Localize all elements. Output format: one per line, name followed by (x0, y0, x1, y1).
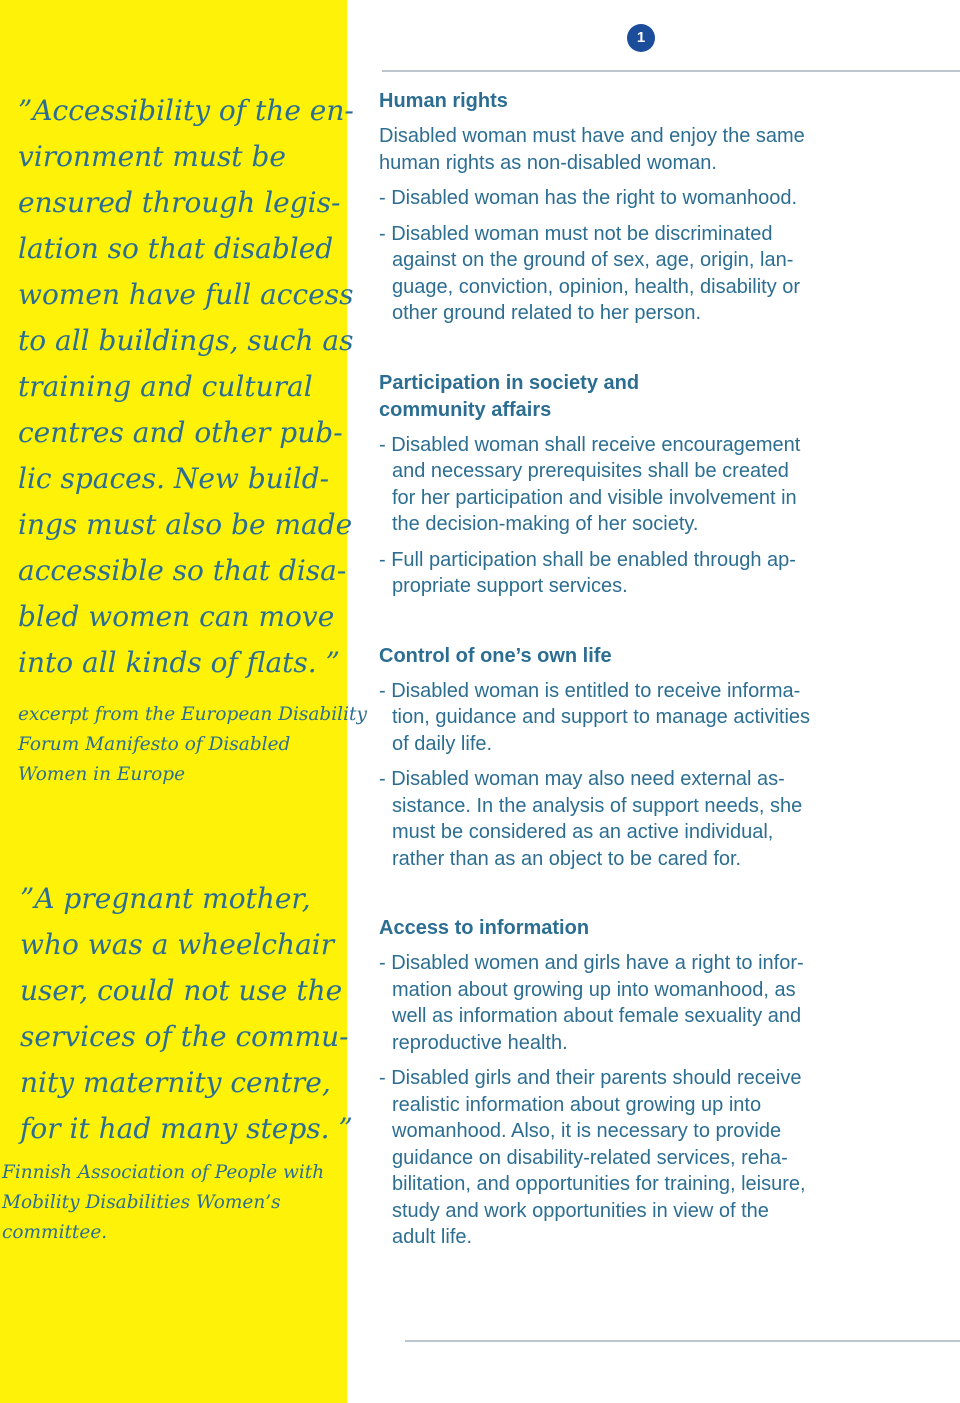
page-number-badge: 1 (627, 24, 655, 52)
pull-quote-pregnant-mother (20, 876, 353, 1152)
quote-line: services of the commu- (20, 1020, 349, 1053)
quote-line: nity maternity centre, (20, 1066, 331, 1099)
bullet-line: of daily life. (392, 732, 493, 755)
bullet-item (379, 221, 939, 327)
section (379, 88, 939, 327)
quote-line: lic spaces. New build- (18, 462, 330, 495)
source-line: Women in Europe (18, 764, 186, 785)
section-heading (379, 88, 939, 115)
section-spacer (379, 336, 939, 370)
quote-line: centres and other pub- (18, 416, 343, 449)
bullet-line: the decision-making of her society. (392, 513, 699, 535)
bullet-line: and necessary prerequisites shall be created (392, 460, 789, 482)
heading-line: Participation in society and (379, 371, 640, 394)
bullet-line: adult life. (392, 1226, 473, 1248)
main-content (379, 88, 939, 1260)
section-heading (379, 643, 939, 670)
quote-line: training and cultural (18, 370, 313, 403)
bullet-line: - Disabled woman may also need external as- (379, 768, 785, 790)
quote-line: to all buildings, such as (18, 324, 354, 357)
source-line: Forum Manifesto of Disabled (18, 734, 291, 755)
bullet-line: - Disabled women and girls have a right to infor- (379, 952, 804, 974)
bullet-line: tion, guidance and support to manage activities (392, 706, 811, 728)
bullet-line: well as information about female sexuality and (392, 1005, 802, 1027)
bullet-item (379, 185, 939, 212)
quote-line: ings must also be made (18, 508, 353, 541)
quote-line: bled women can move (18, 600, 335, 633)
bullet-line: guidance on disability-related services, reha- (392, 1146, 788, 1169)
bullet-line: other ground related to her person. (392, 302, 702, 324)
source-line: Mobility Disabilities Women’s (2, 1192, 281, 1213)
section-spacer (379, 609, 939, 643)
source-line: committee. (2, 1222, 108, 1243)
quote-source-finnish-association (2, 1158, 342, 1248)
intro-line: Disabled woman must have and enjoy the same (379, 125, 805, 147)
bullet-line: against on the ground of sex, age, origin, lan- (392, 249, 794, 271)
bullet-item (379, 678, 939, 758)
bullet-line: - Disabled woman must not be discriminated (379, 222, 773, 245)
bullet-line: reproductive health. (392, 1031, 568, 1054)
bullet-line: propriate support services. (392, 575, 628, 597)
quote-line: ”Accessibility of the en- (18, 94, 354, 127)
bullet-line: guage, conviction, opinion, health, disability or (392, 275, 801, 298)
bullet-line: realistic information about growing up into (392, 1093, 762, 1116)
bullet-item (379, 766, 939, 872)
quote-line: lation so that disabled (18, 232, 334, 265)
heading-line: Control of one’s own life (379, 644, 612, 667)
bullet-line: - Disabled woman is entitled to receive informa- (379, 679, 801, 702)
quote-line: accessible so that disa- (18, 554, 347, 587)
bullet-line: sistance. In the analysis of support needs, she (392, 794, 803, 817)
quote-line: ensured through legis- (18, 186, 341, 219)
quote-line: user, could not use the (20, 974, 343, 1007)
heading-line: community affairs (379, 398, 552, 421)
bullet-line: - Disabled woman has the right to womanhood. (379, 187, 798, 209)
bullet-line: bilitation, and opportunities for training, leisure, (392, 1173, 806, 1195)
bullet-line: - Disabled girls and their parents should receive (379, 1067, 802, 1089)
quote-sidebar (0, 0, 367, 1403)
section-heading (379, 915, 939, 942)
section (379, 915, 939, 1251)
quote-line: ”A pregnant mother, (20, 882, 311, 915)
top-divider (382, 70, 960, 72)
bullet-item (379, 432, 939, 538)
source-line: Finnish Association of People with (2, 1162, 325, 1183)
quote-line: vironment must be (18, 140, 286, 173)
section-heading (379, 370, 939, 424)
heading-line: Human rights (379, 90, 508, 112)
quote-line: women have full access (18, 278, 354, 311)
bullet-line: womanhood. Also, it is necessary to provide (392, 1120, 782, 1142)
quote-line: into all kinds of flats. ” (18, 646, 340, 679)
bullet-line: - Full participation shall be enabled through ap- (379, 548, 796, 571)
bullet-item (379, 1065, 939, 1251)
bullet-line: - Disabled woman shall receive encouragement (379, 433, 801, 456)
bullet-line: rather than as an object to be cared for. (392, 847, 742, 870)
quote-source-edf (18, 700, 367, 790)
quote-line: who was a wheelchair (20, 928, 335, 961)
pull-quote-accessibility (18, 88, 354, 686)
intro-line: human rights as non-disabled woman. (379, 151, 717, 174)
heading-line: Access to information (379, 917, 590, 939)
section (379, 370, 939, 600)
bullet-line: study and work opportunities in view of the (392, 1199, 769, 1222)
bullet-line: must be considered as an active individual, (392, 821, 774, 843)
source-line: excerpt from the European Disability (18, 704, 367, 725)
bullet-item (379, 950, 939, 1056)
section-intro (379, 123, 939, 176)
bullet-line: for her participation and visible involvement in (392, 486, 797, 509)
bullet-item (379, 547, 939, 600)
quote-line: for it had many steps. ” (20, 1112, 353, 1145)
section (379, 643, 939, 873)
bullet-line: mation about growing up into womanhood, as (392, 978, 796, 1001)
section-spacer (379, 881, 939, 915)
bottom-divider (405, 1340, 960, 1342)
